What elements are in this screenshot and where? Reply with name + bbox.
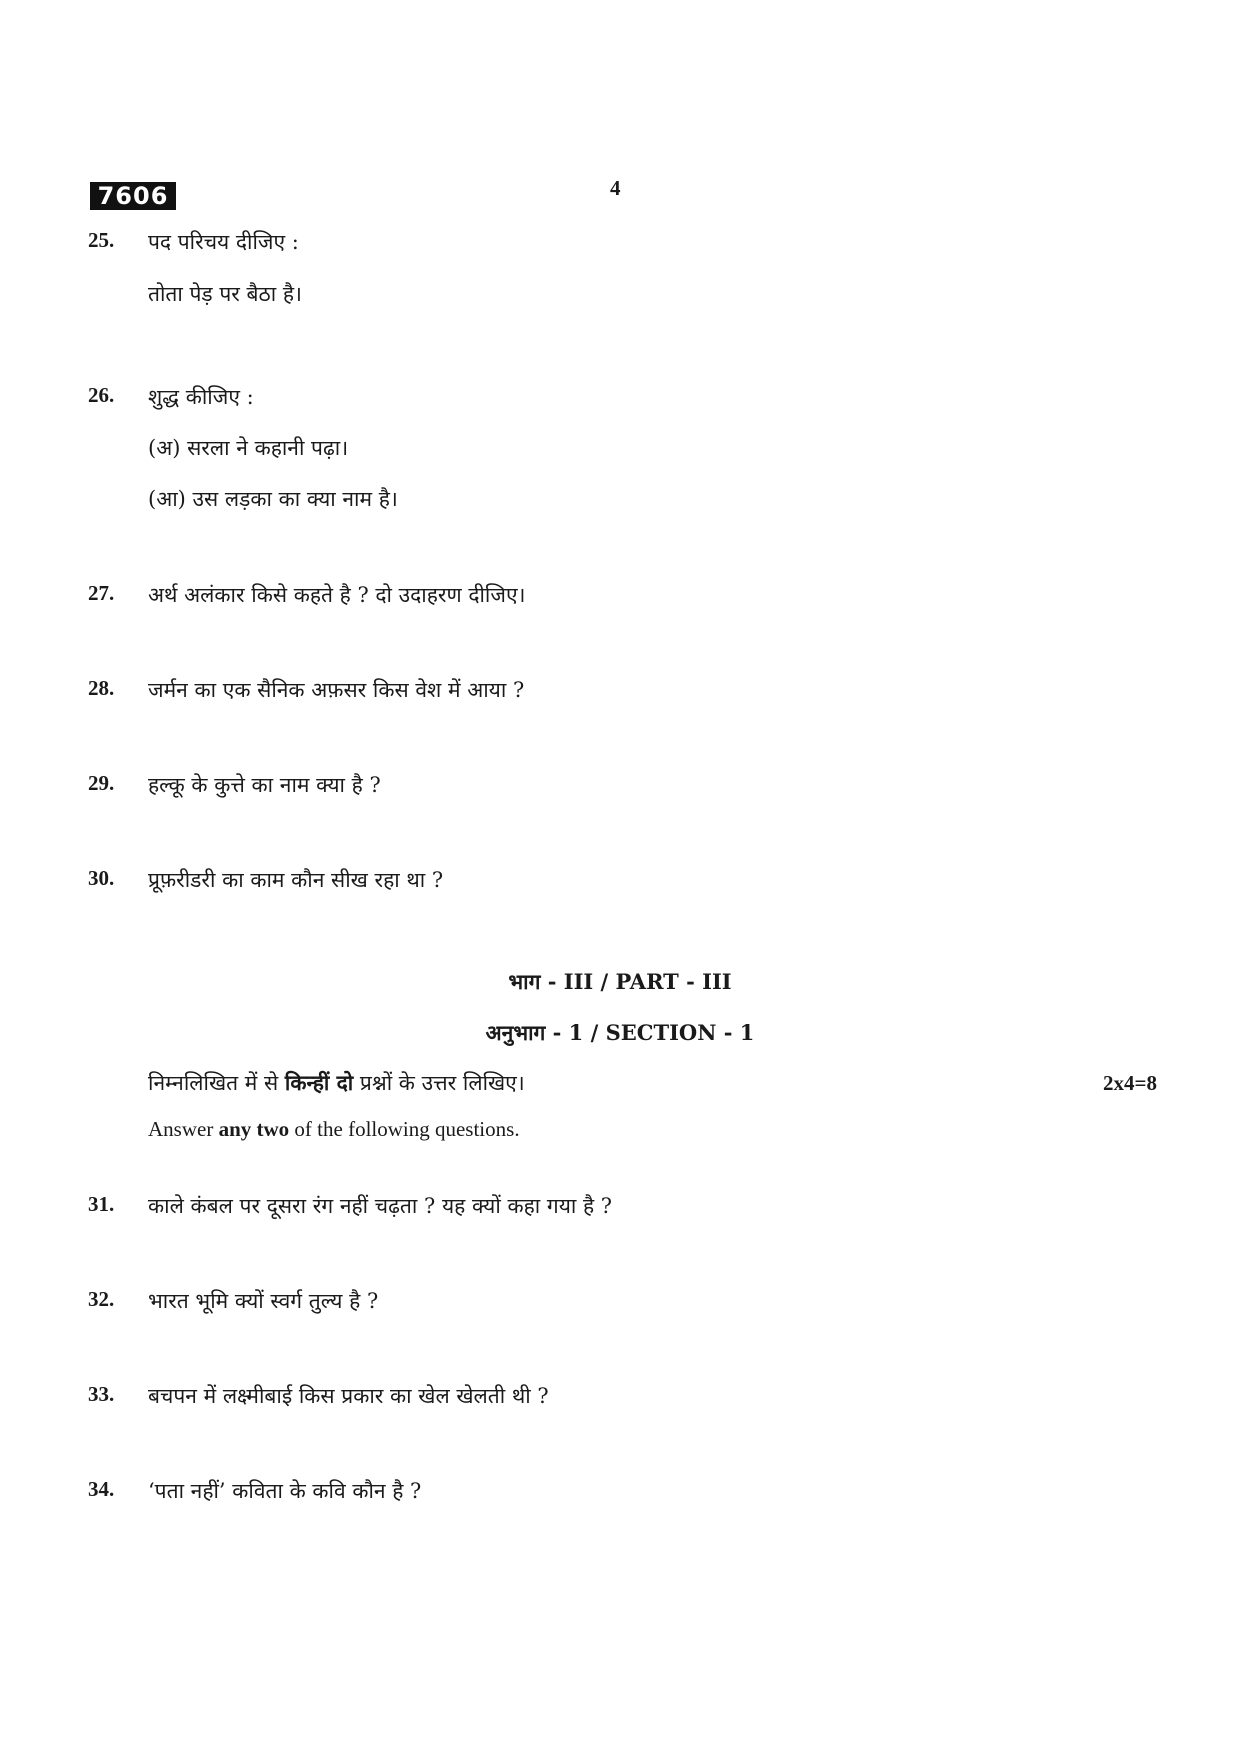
question-number: 29. <box>88 771 115 795</box>
question-text: ‘पता नहीं’ कविता के कवि कौन है ? <box>148 1479 422 1503</box>
question-26-part-b: (आ) उस लड़का का क्या नाम है। <box>148 487 398 511</box>
section-heading: अनुभाग - 1 / SECTION - 1 <box>485 1020 755 1045</box>
instruction-hindi-part2: प्रश्नों के उत्तर लिखिए। <box>353 1071 525 1095</box>
question-26-part-a: (अ) सरला ने कहानी पढ़ा। <box>148 436 349 460</box>
instruction-hindi-part1: निम्नलिखित में से <box>148 1071 285 1095</box>
question-text: बचपन में लक्ष्मीबाई किस प्रकार का खेल खेलती थी ? <box>148 1384 549 1408</box>
marks-allocation: 2x4=8 <box>1103 1071 1157 1095</box>
question-text: पद परिचय दीजिए : <box>148 230 299 254</box>
question-text: प्रूफ़रीडरी का काम कौन सीख रहा था ? <box>148 868 444 892</box>
question-number: 34. <box>88 1477 115 1501</box>
instruction-english-part1: Answer <box>148 1117 219 1141</box>
question-number: 28. <box>88 676 115 700</box>
question-text: जर्मन का एक सैनिक अफ़सर किस वेश में आया ? <box>148 678 525 702</box>
question-number: 27. <box>88 581 115 605</box>
paper-code-badge: 7606 <box>90 182 176 210</box>
instruction-english-bold: any two <box>218 1117 290 1141</box>
instruction-english-part2: of the following questions. <box>289 1117 520 1141</box>
question-number: 32. <box>88 1287 115 1311</box>
question-number: 30. <box>88 866 115 890</box>
part-heading: भाग - III / PART - III <box>508 969 732 994</box>
page-number: 4 <box>610 176 621 200</box>
question-text: काले कंबल पर दूसरा रंग नहीं चढ़ता ? यह क्यों कहा गया है ? <box>148 1194 613 1218</box>
instruction-hindi <box>148 1069 525 1097</box>
question-text: अर्थ अलंकार किसे कहते है ? दो उदाहरण दीजिए। <box>148 583 526 607</box>
question-number: 25. <box>88 228 115 252</box>
question-number: 26. <box>88 383 115 407</box>
question-25-sentence: तोता पेड़ पर बैठा है। <box>148 282 302 306</box>
instruction-hindi-bold: किन्हीं दो <box>284 1070 354 1095</box>
question-text: शुद्ध कीजिए : <box>148 385 254 409</box>
question-number: 31. <box>88 1192 115 1216</box>
question-text: भारत भूमि क्यों स्वर्ग तुल्य है ? <box>148 1289 379 1313</box>
instruction-english <box>148 1117 520 1142</box>
question-text: हल्कू के कुत्ते का नाम क्या है ? <box>148 773 381 797</box>
question-number: 33. <box>88 1382 115 1406</box>
